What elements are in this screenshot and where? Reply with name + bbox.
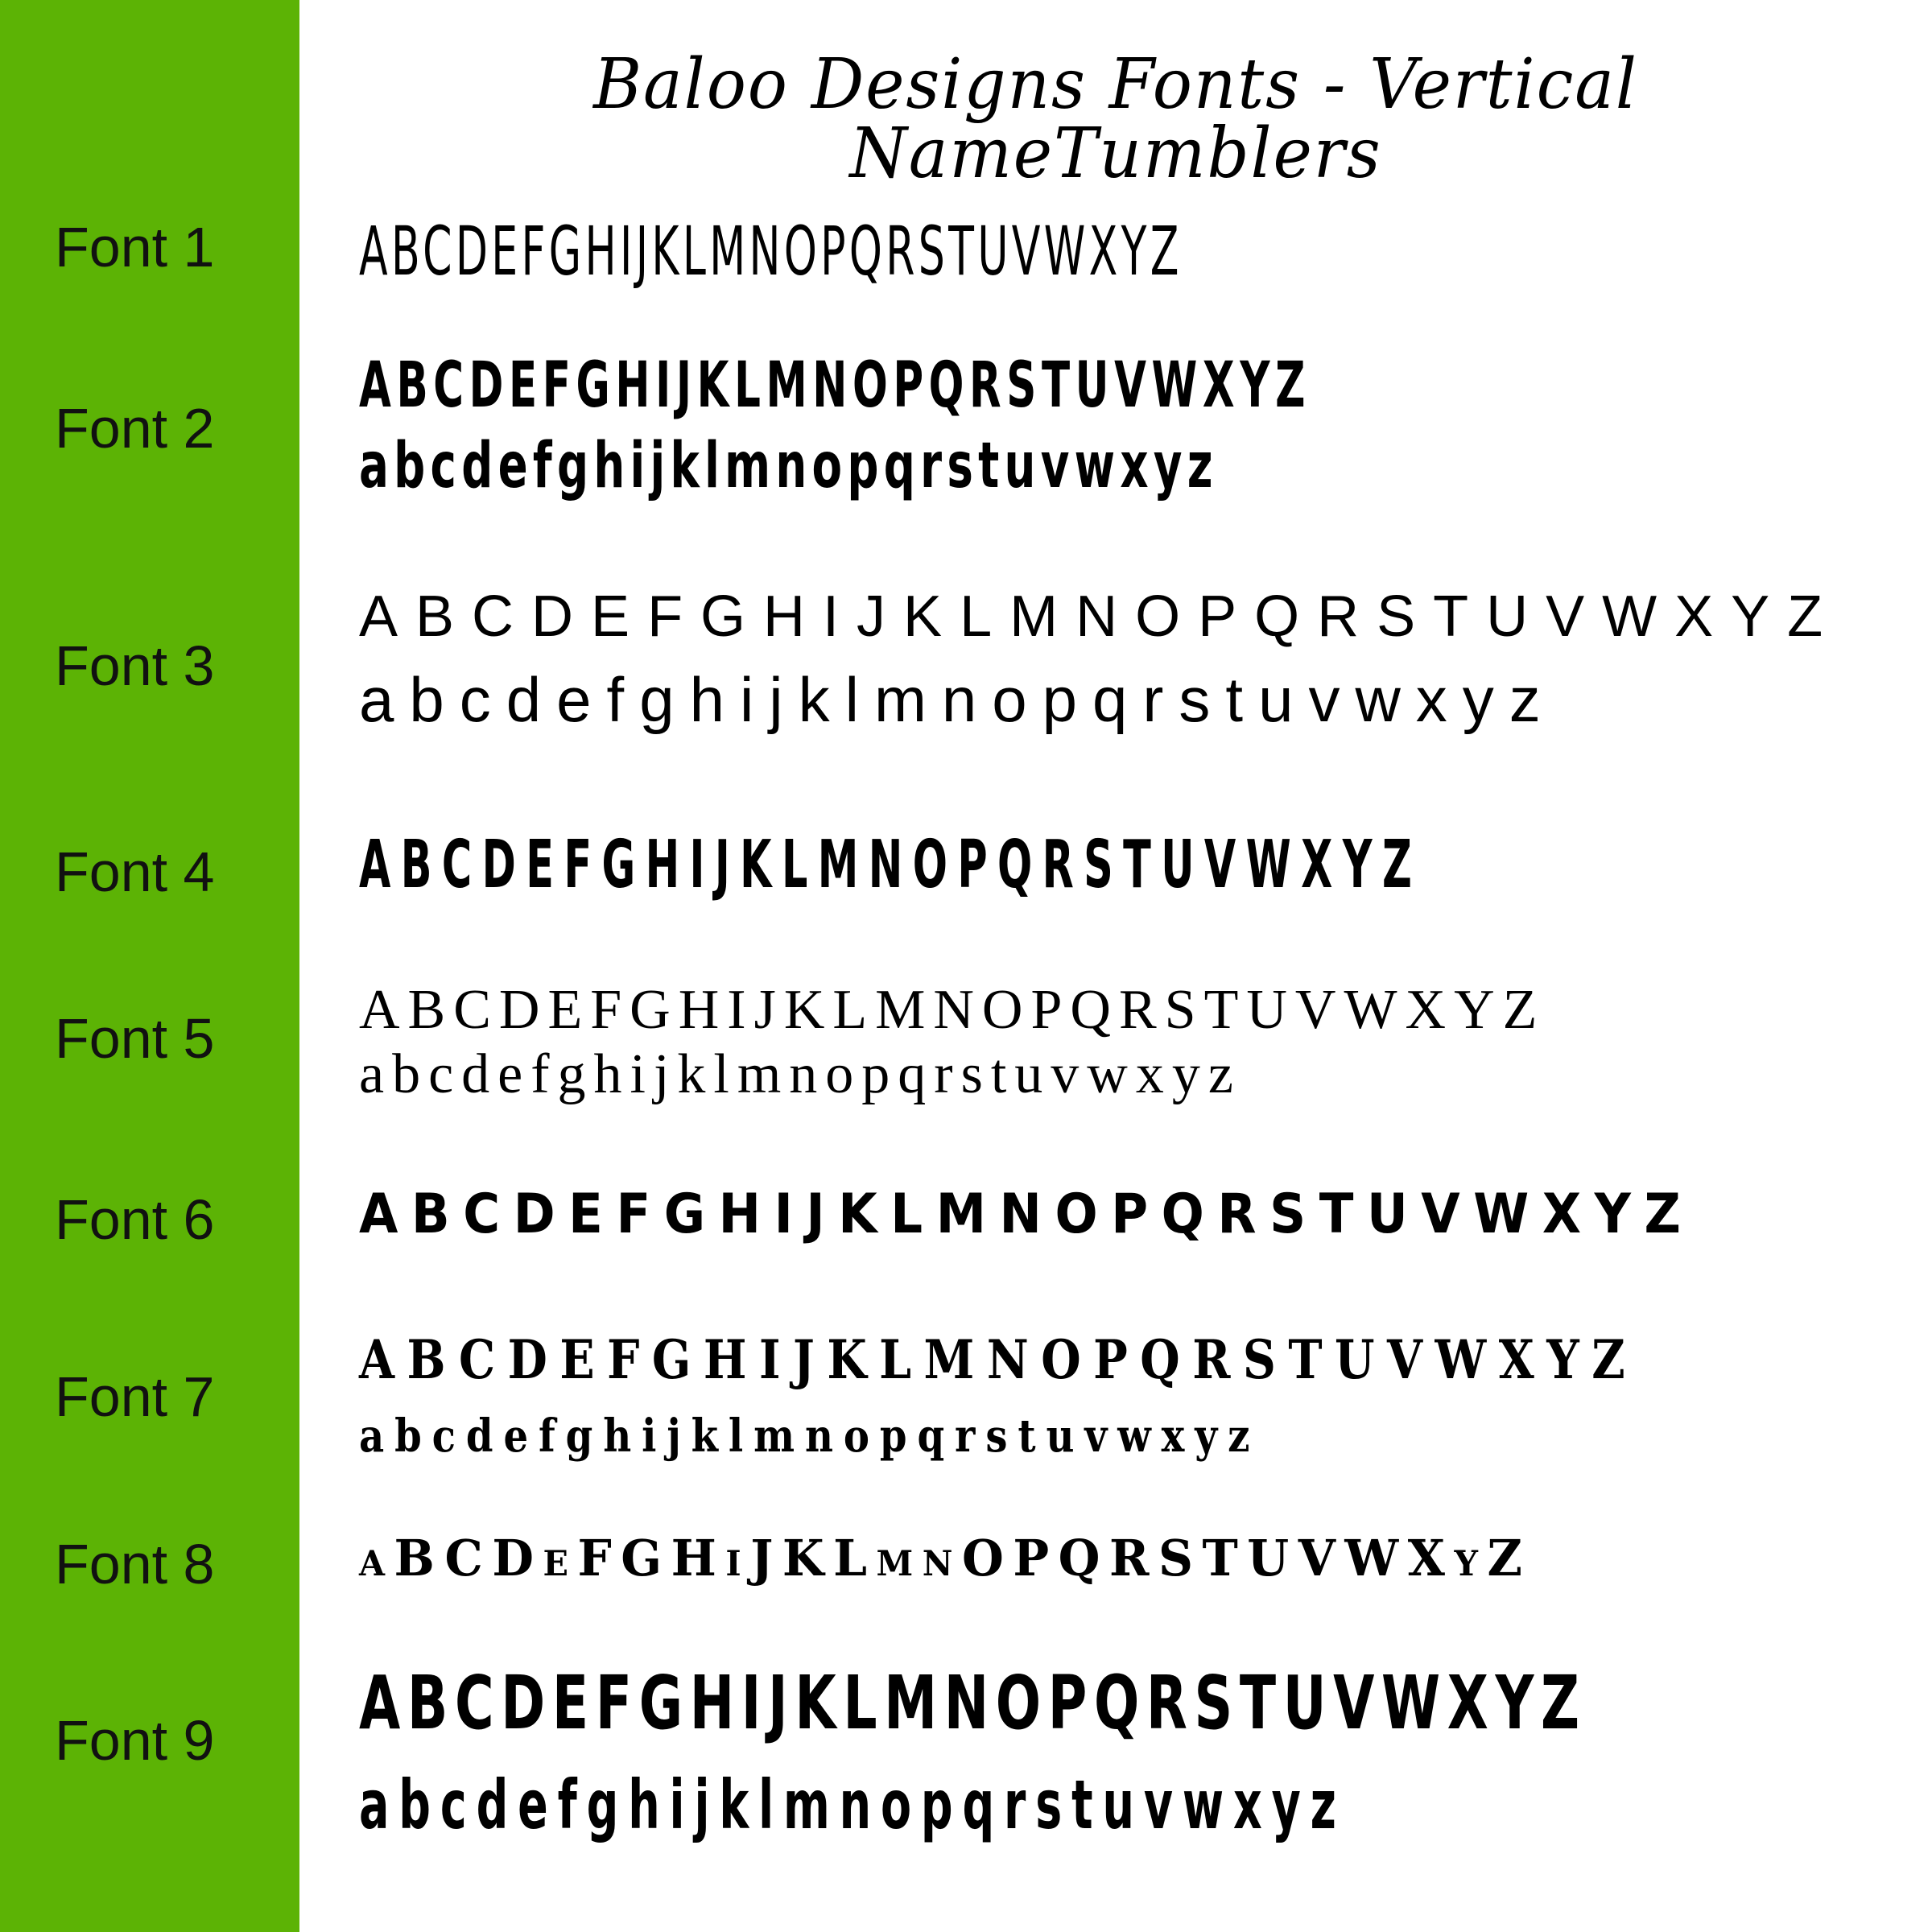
page-title: Baloo Designs Fonts - Vertical NameTumblers	[593, 44, 1638, 194]
font-8-sample: aBCDeFGHiJKLmnOPQRSTUVWXyZ	[359, 1529, 1532, 1587]
font-1-uppercase-sample: ABCDEFGHIJKLMNOPQRSTUVWXYZ	[359, 212, 1183, 291]
font-5-lowercase-sample: abcdefghijklmnopqrstuvwxyz	[359, 1043, 1241, 1105]
font-5-label: Font 5	[55, 1007, 215, 1070]
font-5-uppercase-sample: ABCDEFGHIJKLMNOPQRSTUVWXYZ	[359, 979, 1546, 1041]
font-9-uppercase-sample: ABCDEFGHIJKLMNOPQRSTUVWXYZ	[359, 1660, 1587, 1746]
font-4-label: Font 4	[55, 840, 215, 903]
font-7-uppercase-sample: ABCDEFGHIJKLMNOPQRSTUVWXYZ	[359, 1328, 1638, 1391]
font-9-lowercase-sample: abcdefghijklmnopqrstuvwxyz	[359, 1765, 1346, 1844]
font-6-uppercase-sample: ABCDEFGHIJKLMNOPQRSTUVWXYZ	[359, 1183, 1695, 1246]
font-7-label: Font 7	[55, 1365, 215, 1428]
font-3-label: Font 3	[55, 634, 215, 697]
font-6-label: Font 6	[55, 1188, 215, 1251]
font-2-label: Font 2	[55, 397, 215, 460]
font-9-label: Font 9	[55, 1709, 215, 1772]
sidebar	[0, 0, 299, 1932]
font-2-uppercase-sample: ABCDEFGHIJKLMNOPQRSTUVWXYZ	[359, 349, 1311, 422]
font-3-uppercase-sample: ABCDEFGHIJKLMNOPQRSTUVWXYZ	[359, 584, 1841, 649]
font-1-label: Font 1	[55, 216, 215, 279]
font-8-label: Font 8	[55, 1533, 215, 1596]
font-3-lowercase-sample: abcdefghijklmnopqrstuvwxyz	[359, 664, 1556, 735]
font-4-uppercase-sample: ABCDEFGHIJKLMNOPQRSTUVWXYZ	[359, 827, 1422, 903]
font-7-lowercase-sample: abcdefghijklmnopqrstuvwxyz	[359, 1410, 1261, 1463]
font-2-lowercase-sample: abcdefghijklmnopqrstuvwxyz	[359, 430, 1218, 502]
